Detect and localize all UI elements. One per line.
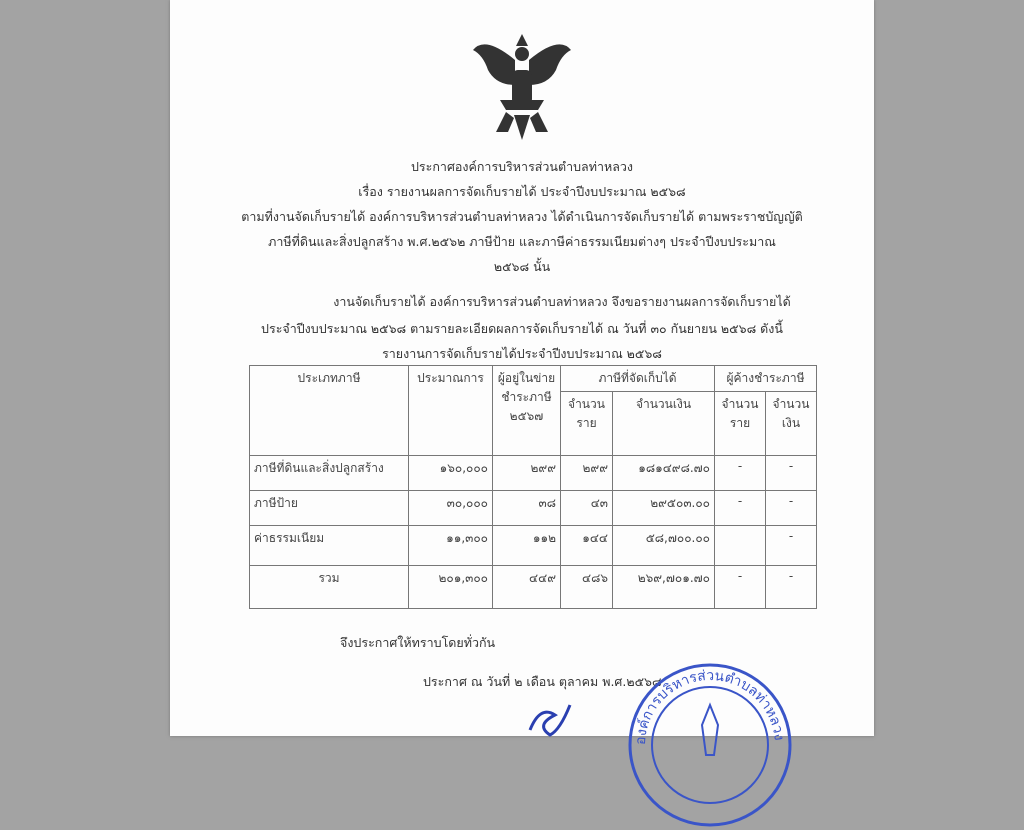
official-seal-stamp bbox=[625, 660, 795, 830]
cell-estimate: ๒๐๑,๓๐๐ bbox=[409, 566, 493, 609]
cell-amount: ๑๘๑๔๙๘.๗๐ bbox=[613, 456, 715, 491]
intro-line-2: ภาษีที่ดินและสิ่งปลูกสร้าง พ.ศ.๒๕๖๒ ภาษีป้าย และภาษีค่าธรรมเนียมต่างๆ ประจำปีงบประมาณ bbox=[268, 234, 776, 249]
subject-line: เรื่อง รายงานผลการจัดเก็บรายได้ ประจำปีงบประมาณ ๒๕๖๘ bbox=[358, 184, 686, 199]
cell-count: ๑๔๔ bbox=[561, 526, 613, 566]
cell-out-amount: - bbox=[766, 526, 817, 566]
header-amount: จำนวนเงิน bbox=[613, 392, 715, 456]
intro-line-1: ตามที่งานจัดเก็บรายได้ องค์การบริหารส่วนตำบลท่าหลวง ได้ดำเนินการจัดเก็บรายได้ ตามพระราชบัญญัติ bbox=[241, 209, 803, 224]
announcement-title: ประกาศองค์การบริหารส่วนตำบลท่าหลวง bbox=[411, 159, 633, 174]
cell-out-count bbox=[715, 526, 766, 566]
signature-mark bbox=[520, 700, 580, 740]
header-out-count: จำนวนราย bbox=[715, 392, 766, 456]
cell-count: ๒๙๙ bbox=[561, 456, 613, 491]
header-out-amount: จำนวนเงิน bbox=[766, 392, 817, 456]
cell-payers: ๔๔๙ bbox=[493, 566, 561, 609]
cell-out-amount: - bbox=[766, 566, 817, 609]
cell-payers: ๒๙๙ bbox=[493, 456, 561, 491]
cell-out-amount: - bbox=[766, 491, 817, 526]
cell-out-count: - bbox=[715, 566, 766, 609]
cell-count: ๔๓ bbox=[561, 491, 613, 526]
cell-payers: ๑๑๒ bbox=[493, 526, 561, 566]
cell-type: ภาษีป้าย bbox=[250, 491, 409, 526]
cell-out-count: - bbox=[715, 456, 766, 491]
cell-out-amount: - bbox=[766, 456, 817, 491]
header-outstanding: ผู้ค้างชำระภาษี bbox=[715, 366, 817, 392]
document-page bbox=[170, 0, 874, 746]
svg-text:องค์การบริหารส่วนตำบลท่าหลวง: องค์การบริหารส่วนตำบลท่าหลวง bbox=[632, 667, 787, 746]
cell-estimate: ๑๖๐,๐๐๐ bbox=[409, 456, 493, 491]
cell-amount: ๕๘,๗๐๐.๐๐ bbox=[613, 526, 715, 566]
cell-amount: ๒๙๕๐๓.๐๐ bbox=[613, 491, 715, 526]
intro-line-3: ๒๕๖๘ นั้น bbox=[493, 259, 551, 274]
cell-type: ภาษีที่ดินและสิ่งปลูกสร้าง bbox=[250, 456, 409, 491]
body-para-2: ประจำปีงบประมาณ ๒๕๖๘ ตามรายละเอียดผลการจัดเก็บรายได้ ณ วันที่ ๓๐ กันยายน ๒๕๖๘ ดังนี้ bbox=[261, 321, 783, 336]
cell-count: ๔๘๖ bbox=[561, 566, 613, 609]
table-row bbox=[250, 526, 817, 566]
cell-amount: ๒๖๙,๗๐๑.๗๐ bbox=[613, 566, 715, 609]
cell-type: ค่าธรรมเนียม bbox=[250, 526, 409, 566]
announcement-date: ประกาศ ณ วันที่ ๒ เดือน ตุลาคม พ.ศ.๒๕๖๘ bbox=[423, 674, 662, 689]
header-count: จำนวนราย bbox=[561, 392, 613, 456]
garuda-emblem-icon bbox=[470, 30, 574, 142]
table-row bbox=[250, 491, 817, 526]
cell-payers: ๓๘ bbox=[493, 491, 561, 526]
cell-estimate: ๑๑,๓๐๐ bbox=[409, 526, 493, 566]
table-row bbox=[250, 456, 817, 491]
header-estimate: ประมาณการ bbox=[409, 366, 493, 456]
header-payers: ผู้อยู่ในข่ายชำระภาษี ๒๕๖๗ bbox=[493, 366, 561, 456]
cell-out-count: - bbox=[715, 491, 766, 526]
revenue-table bbox=[249, 365, 817, 609]
notice-line: จึงประกาศให้ทราบโดยทั่วกัน bbox=[340, 635, 496, 650]
cell-type: รวม bbox=[250, 566, 409, 609]
table-row-total bbox=[250, 566, 817, 609]
table-title: รายงานการจัดเก็บรายได้ประจำปีงบประมาณ ๒๕๖๘ bbox=[382, 346, 662, 361]
header-collected: ภาษีที่จัดเก็บได้ bbox=[561, 366, 715, 392]
body-para-1: งานจัดเก็บรายได้ องค์การบริหารส่วนตำบลท่าหลวง จึงขอรายงานผลการจัดเก็บรายได้ bbox=[333, 294, 791, 309]
cell-estimate: ๓๐,๐๐๐ bbox=[409, 491, 493, 526]
header-type: ประเภทภาษี bbox=[250, 366, 409, 456]
